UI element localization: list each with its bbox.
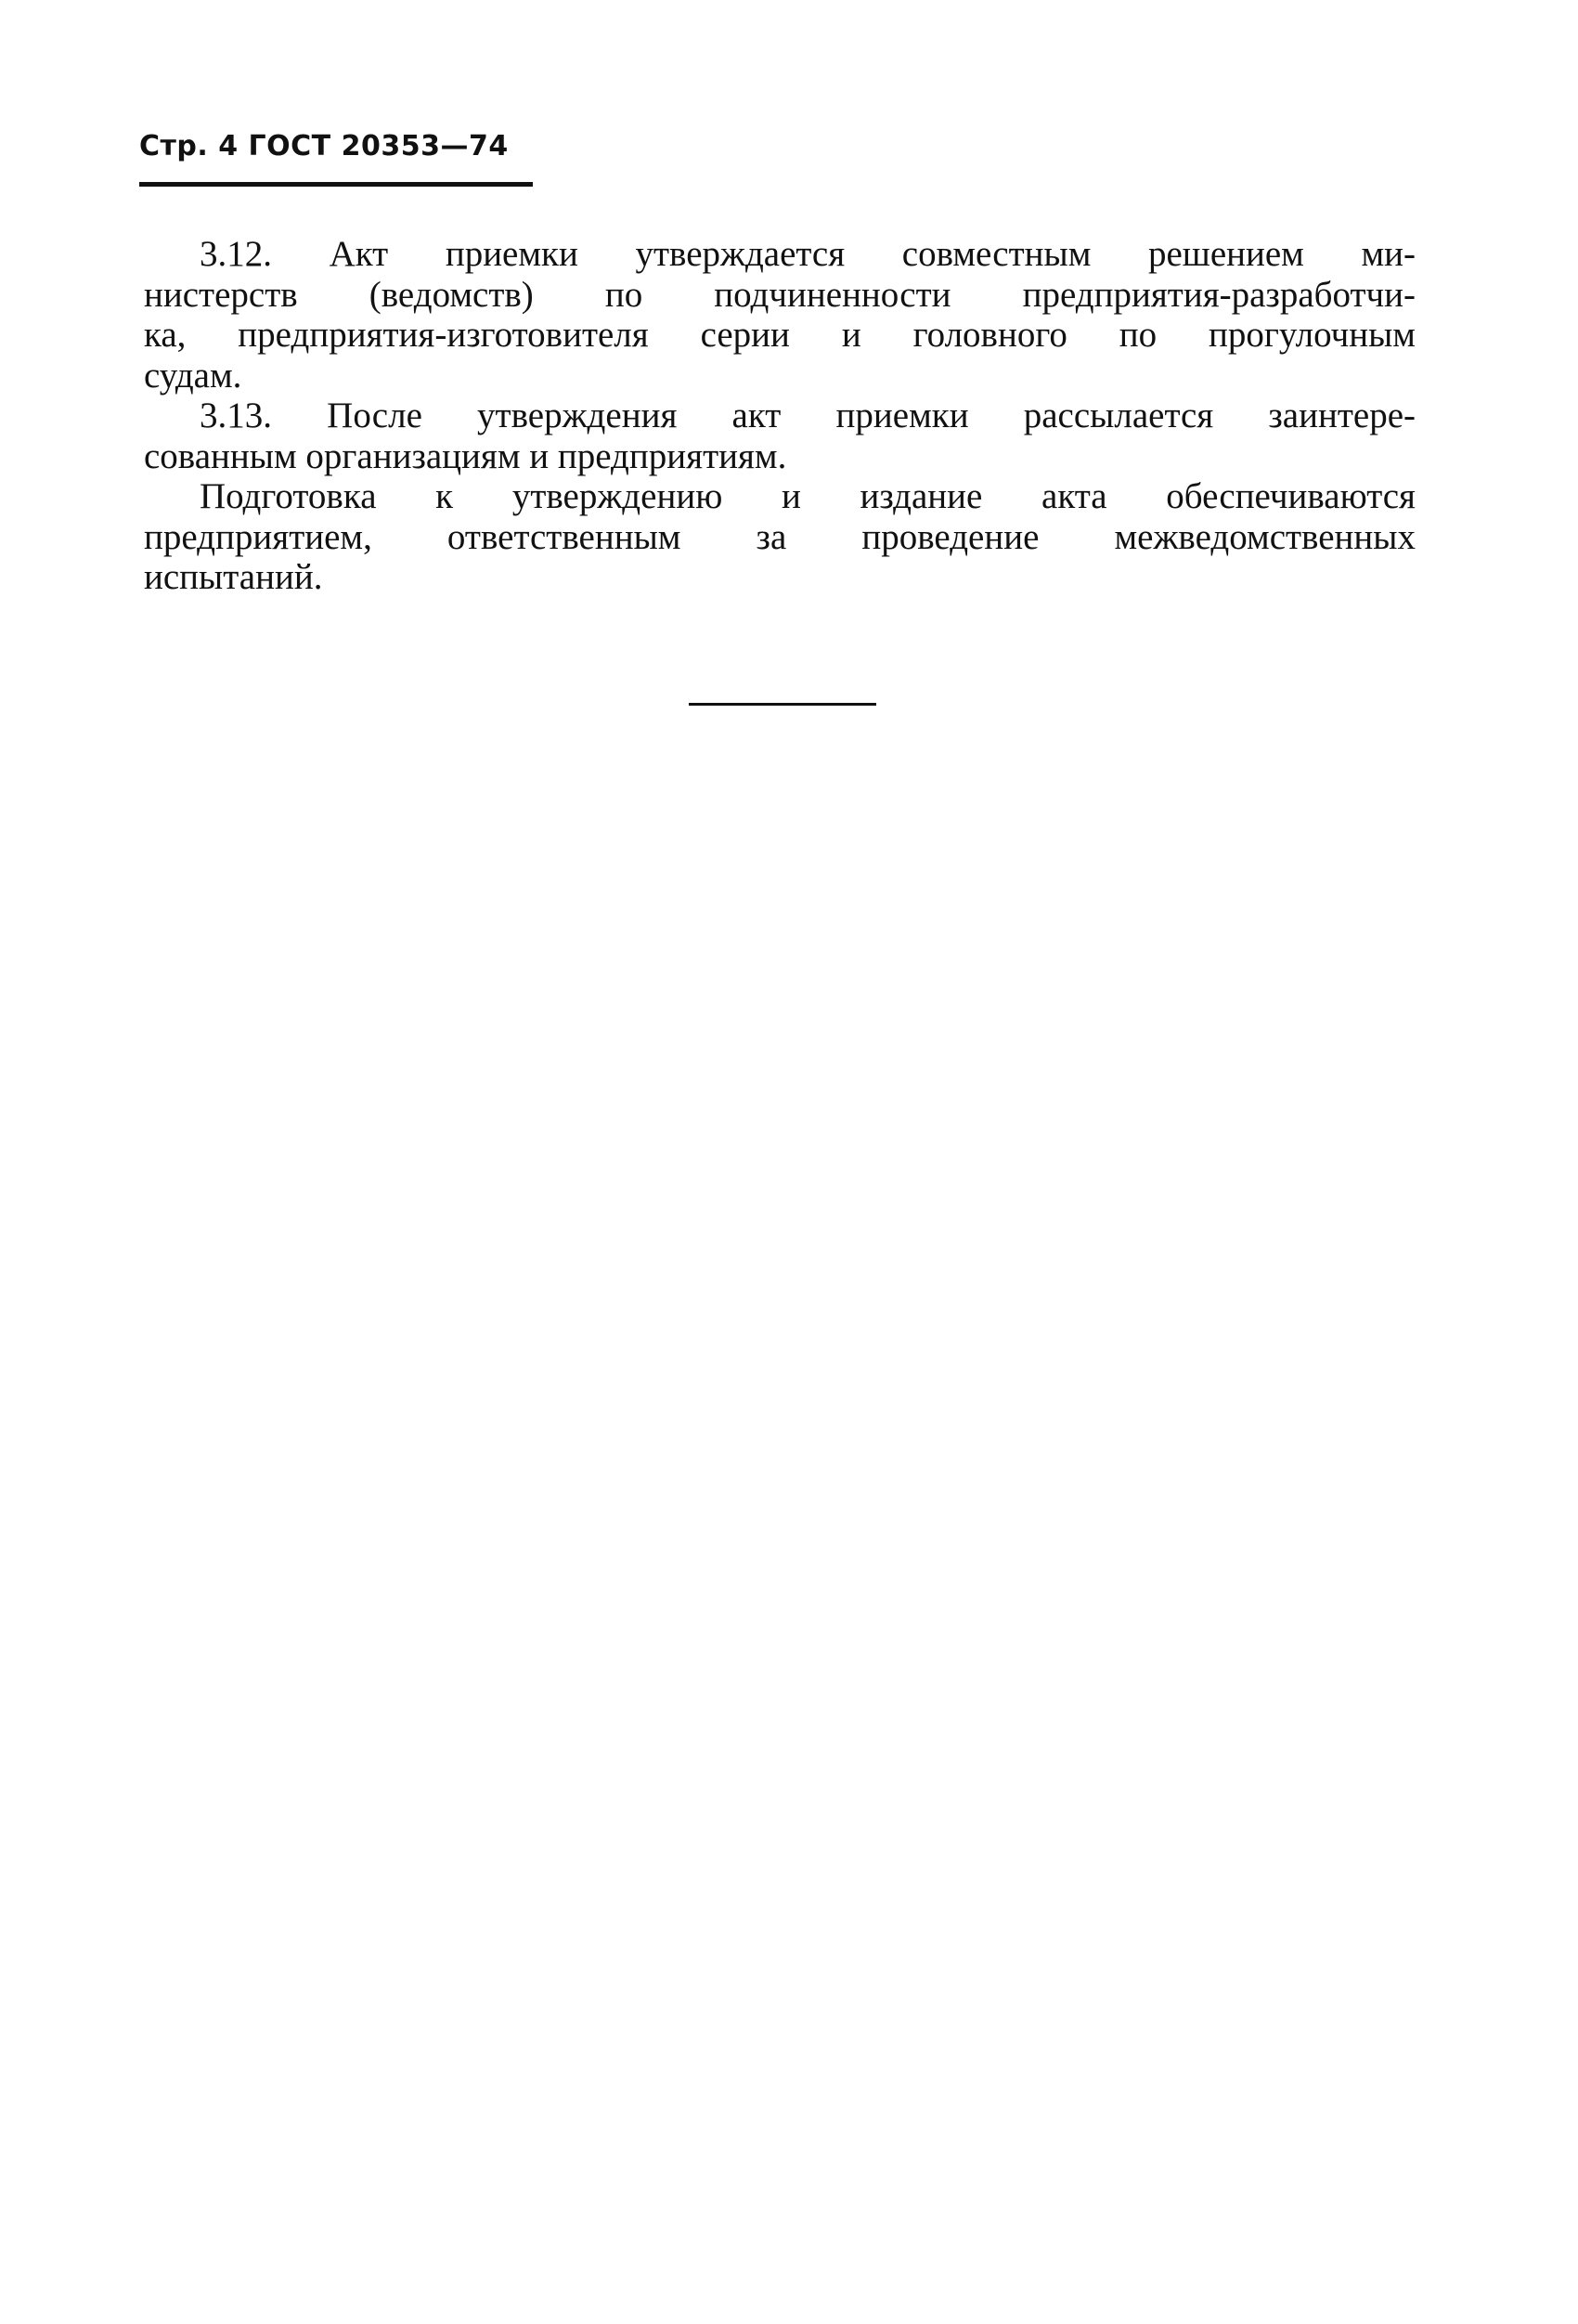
header-rule: [139, 182, 533, 187]
text-line: испытаний.: [144, 557, 323, 597]
text-line: нистерств (ведомств) по подчиненности предприятия-разработчи-: [144, 274, 1416, 315]
clause-3-13: [144, 396, 1416, 476]
text-line: 3.13. После утверждения акт приемки рассылается заинтере-: [200, 396, 1416, 435]
text-line: сованным организациям и предприятиям.: [144, 435, 787, 476]
page-header: [139, 130, 509, 162]
clause-3-12: [144, 234, 1416, 396]
text-line: судам.: [144, 355, 242, 396]
text-line: ка, предприятия-изготовителя серии и головного по прогулочным: [144, 315, 1416, 355]
text-line: Подготовка к утверждению и издание акта обеспечиваются: [200, 476, 1416, 516]
body-text: [144, 234, 1416, 598]
standard-designation: ГОСТ 20353—74: [248, 130, 509, 162]
page-number: Стр. 4: [139, 130, 239, 162]
text-line: 3.12. Акт приемки утверждается совместным решением ми-: [200, 234, 1416, 274]
end-of-text-rule: [689, 703, 876, 706]
clause-3-13-paragraph: [144, 476, 1416, 598]
text-line: предприятием, ответственным за проведение межведомственных: [144, 516, 1416, 557]
